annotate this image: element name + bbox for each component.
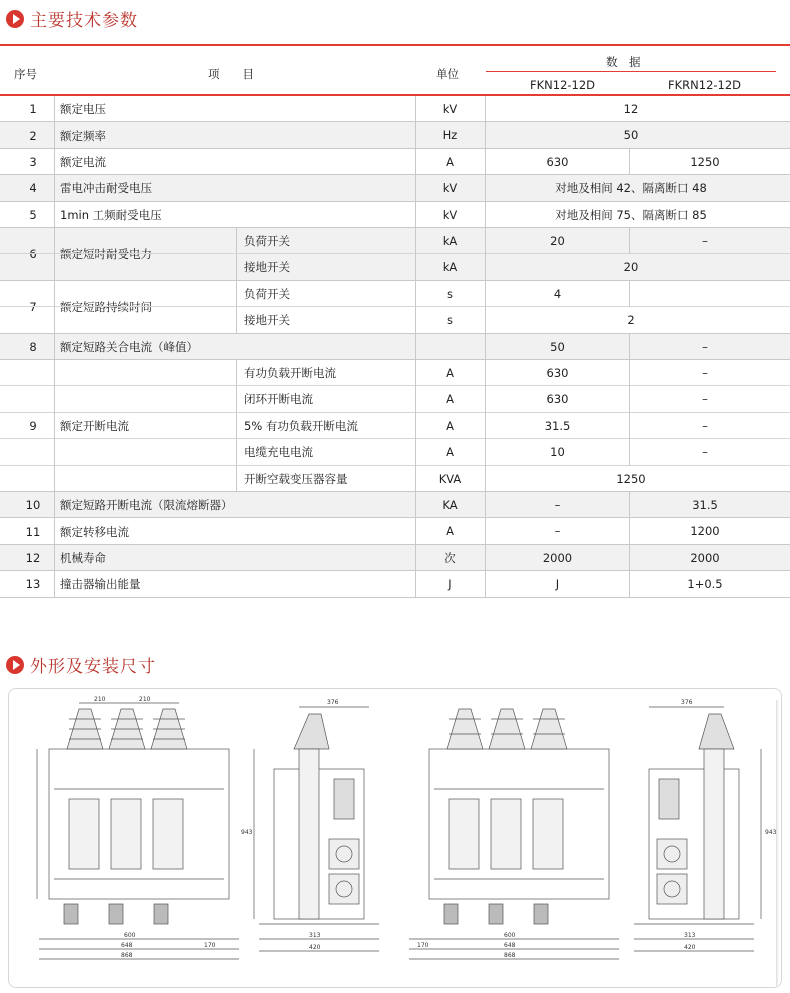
row-unit: KA xyxy=(442,498,458,512)
col-divider xyxy=(629,334,630,360)
value-fkn: J xyxy=(555,577,560,592)
sub-item: 接地开关 xyxy=(244,313,290,328)
sub-row xyxy=(0,228,790,254)
value-cell: 1250 xyxy=(616,471,646,486)
row-unit: kA xyxy=(442,234,458,248)
row-unit: kV xyxy=(442,207,458,222)
col-divider xyxy=(485,202,486,228)
col-divider xyxy=(415,149,416,175)
row-number: 4 xyxy=(29,181,37,196)
dim-label: 210 xyxy=(94,696,106,703)
sub-item: 负荷开关 xyxy=(244,234,290,248)
col-divider xyxy=(485,571,486,597)
table-row xyxy=(0,492,790,518)
dim-label: 943 xyxy=(765,829,777,836)
row-unit: A xyxy=(446,445,454,460)
row-item: 撞击器输出能量 xyxy=(60,577,141,592)
sub-item: 5% 有功负载开断电流 xyxy=(244,418,358,433)
col-divider xyxy=(415,492,416,518)
col-divider xyxy=(54,360,55,492)
row-number: 13 xyxy=(25,577,41,592)
row-item: 额定转移电流 xyxy=(60,524,129,539)
header-model2: FKRN12-12D xyxy=(668,78,742,92)
table-row xyxy=(0,518,790,544)
col-divider xyxy=(415,360,416,492)
col-divider xyxy=(629,281,630,307)
dim-label: 648 xyxy=(121,942,133,949)
table-row xyxy=(0,122,790,148)
col-divider xyxy=(54,175,55,201)
row-unit: kA xyxy=(442,260,458,275)
value-fkn: – xyxy=(554,524,561,539)
col-divider xyxy=(629,149,630,175)
sub-row xyxy=(0,254,790,280)
sub-row xyxy=(0,281,790,307)
col-divider xyxy=(485,334,486,360)
sub-row xyxy=(0,360,790,386)
side-view-2 xyxy=(634,707,761,951)
col-divider xyxy=(485,545,486,571)
col-divider xyxy=(629,439,630,465)
value-cell: 50 xyxy=(623,128,639,143)
side-view-1 xyxy=(254,707,379,951)
row-number: 1 xyxy=(29,102,37,117)
sub-item: 电缆充电电流 xyxy=(244,445,313,460)
row-number: 8 xyxy=(29,339,37,354)
col-divider xyxy=(54,571,55,597)
value-fkn: – xyxy=(554,498,561,512)
col-divider xyxy=(629,545,630,571)
col-divider xyxy=(629,386,630,412)
row-item: 1min 工频耐受电压 xyxy=(60,207,162,222)
header-data: 数 据 xyxy=(606,55,641,69)
dim-label: 170 xyxy=(204,942,216,949)
col-divider xyxy=(54,202,55,228)
spec-table xyxy=(0,55,790,96)
col-divider xyxy=(485,228,486,281)
header-unit: 单位 xyxy=(436,67,459,81)
col-divider xyxy=(54,281,55,334)
insulators xyxy=(67,709,187,749)
sub-row xyxy=(0,307,790,333)
dim-label: 420 xyxy=(684,944,696,951)
sub-item: 闭环开断电流 xyxy=(244,392,313,407)
sub-item: 负荷开关 xyxy=(244,286,290,301)
row-unit: Hz xyxy=(442,128,458,143)
row-unit: A xyxy=(446,524,454,539)
col-divider xyxy=(415,545,416,571)
dim-label: 170 xyxy=(417,942,429,949)
col-divider xyxy=(485,518,486,544)
col-divider xyxy=(485,149,486,175)
value-fkrn: 31.5 xyxy=(692,498,718,512)
value-fkrn: – xyxy=(702,234,708,248)
title-underline xyxy=(0,44,790,46)
col-divider xyxy=(485,360,486,492)
value-cell: 对地及相间 75、隔离断口 85 xyxy=(555,207,707,222)
sub-item: 接地开关 xyxy=(244,260,290,275)
value-fkrn: 1200 xyxy=(690,524,720,539)
table-row xyxy=(0,360,790,492)
value-fkrn: – xyxy=(702,366,708,380)
row-unit: A xyxy=(446,154,454,169)
value-fkrn: 1250 xyxy=(690,154,720,169)
value-fkrn: – xyxy=(702,418,708,433)
row-item: 额定电流 xyxy=(60,154,106,169)
col-divider xyxy=(629,492,630,518)
sub-item: 开断空载变压器容量 xyxy=(244,471,348,486)
value-cell: 2 xyxy=(627,313,635,328)
value-fkn: 31.5 xyxy=(544,418,571,433)
row-unit xyxy=(416,334,484,360)
col-divider xyxy=(629,228,630,254)
table-row xyxy=(0,175,790,201)
col-divider xyxy=(54,149,55,175)
row-item: 额定短路开断电流（限流熔断器） xyxy=(60,498,233,513)
drawings-svg xyxy=(9,689,783,989)
row-number: 10 xyxy=(25,498,41,513)
header-model1: FKN12-12D xyxy=(530,78,596,92)
row-item: 额定频率 xyxy=(60,128,106,143)
row-item: 机械寿命 xyxy=(60,550,106,565)
sub-item: 有功负载开断电流 xyxy=(244,366,336,380)
value-fkn: 630 xyxy=(546,366,569,380)
col-divider xyxy=(54,492,55,518)
col-divider xyxy=(415,96,416,122)
col-divider xyxy=(415,202,416,228)
dimension-drawings xyxy=(8,688,782,988)
sub-row xyxy=(0,439,790,465)
col-divider xyxy=(485,281,486,334)
col-divider xyxy=(485,96,486,122)
section-title-text: 外形及安装尺寸 xyxy=(30,657,156,677)
value-fkn: 630 xyxy=(546,154,569,169)
header-item: 项 目 xyxy=(208,67,254,81)
dim-label: 376 xyxy=(327,699,339,706)
sub-row xyxy=(0,413,790,439)
col-divider xyxy=(54,334,55,360)
table-row xyxy=(0,149,790,175)
col-divider xyxy=(54,545,55,571)
row-number: 6 xyxy=(29,247,37,262)
dim-label: 210 xyxy=(139,696,151,703)
sub-row xyxy=(0,466,790,492)
value-fkrn: – xyxy=(702,392,708,407)
col-divider xyxy=(415,281,416,334)
col-divider xyxy=(415,228,416,281)
dim-label: 376 xyxy=(681,699,693,706)
sub-row xyxy=(0,386,790,412)
row-number: 7 xyxy=(29,300,37,315)
table-row xyxy=(0,228,790,281)
row-number: 5 xyxy=(29,207,37,222)
value-fkn: 2000 xyxy=(542,550,573,565)
col-divider xyxy=(629,571,630,597)
dim-label: 868 xyxy=(504,952,516,959)
value-fkn: 10 xyxy=(550,445,565,460)
front-view-2 xyxy=(409,709,619,959)
table-row xyxy=(0,202,790,228)
row-item: 额定短时耐受电力 xyxy=(60,247,152,262)
row-unit: kV xyxy=(442,181,458,196)
row-unit: s xyxy=(447,313,453,328)
value-cell: 对地及相间 42、隔离断口 48 xyxy=(555,181,707,196)
dim-label: 943 xyxy=(241,829,253,836)
row-item: 额定电压 xyxy=(60,102,106,117)
section-title-text: 主要技术参数 xyxy=(30,11,138,31)
row-item: 额定开断电流 xyxy=(60,419,129,433)
col-divider xyxy=(629,360,630,386)
row-unit: s xyxy=(447,286,453,301)
card-shadow xyxy=(776,700,779,986)
row-number: 3 xyxy=(29,154,37,169)
col-divider xyxy=(629,518,630,544)
col-divider xyxy=(485,175,486,201)
table-row xyxy=(0,96,790,122)
value-fkrn: – xyxy=(702,339,708,354)
dim-label: 868 xyxy=(121,952,133,959)
dim-label: 420 xyxy=(309,944,321,951)
col-divider xyxy=(54,518,55,544)
front-view-1 xyxy=(37,703,239,959)
play-icon xyxy=(6,10,24,28)
table-row xyxy=(0,545,790,571)
row-number: 12 xyxy=(25,550,41,565)
col-divider xyxy=(485,122,486,148)
section-title-specs xyxy=(6,6,138,31)
value-fkn: 630 xyxy=(546,392,569,407)
row-unit: A xyxy=(446,392,454,407)
header-data-divider xyxy=(486,71,776,72)
value-fkn: 20 xyxy=(550,234,565,248)
dim-label: 648 xyxy=(504,942,516,949)
dim-label: 313 xyxy=(684,932,696,939)
col-divider xyxy=(415,518,416,544)
row-number: 11 xyxy=(25,524,41,539)
header-no: 序号 xyxy=(14,67,37,81)
value-fkrn: – xyxy=(702,445,708,460)
row-unit: 次 xyxy=(444,550,456,565)
dim-label: 600 xyxy=(504,932,516,939)
row-unit: J xyxy=(448,577,452,592)
row-unit: kV xyxy=(442,102,458,116)
col-divider xyxy=(54,96,55,122)
section-title-dimensions xyxy=(6,652,156,677)
table-header xyxy=(0,55,790,96)
col-divider xyxy=(54,122,55,148)
table-row xyxy=(0,281,790,334)
value-cell: 20 xyxy=(623,260,639,275)
value-fkn: 50 xyxy=(550,339,565,354)
row-number: 9 xyxy=(29,419,37,433)
play-icon xyxy=(6,656,24,674)
row-item: 额定短路关合电流（峰值） xyxy=(60,339,198,354)
col-divider xyxy=(415,571,416,597)
col-divider xyxy=(415,122,416,148)
value-fkrn: 1+0.5 xyxy=(687,577,723,592)
col-divider xyxy=(415,334,416,360)
row-item: 额定短路持续时间 xyxy=(60,300,152,315)
table-row xyxy=(0,334,790,360)
dim-label: 600 xyxy=(124,932,136,939)
value-fkn: 4 xyxy=(553,286,562,301)
row-number: 2 xyxy=(29,128,37,143)
row-item: 雷电冲击耐受电压 xyxy=(60,181,152,196)
value-cell: 12 xyxy=(623,102,639,116)
row-unit: A xyxy=(446,366,454,380)
row-unit: KVA xyxy=(438,471,462,486)
dim-label: 313 xyxy=(309,932,321,939)
col-divider xyxy=(485,492,486,518)
row-unit: A xyxy=(446,418,454,433)
value-fkrn xyxy=(630,281,780,307)
col-divider xyxy=(54,228,55,281)
value-fkrn: 2000 xyxy=(690,550,720,565)
col-divider xyxy=(629,413,630,439)
col-divider xyxy=(415,175,416,201)
table-row xyxy=(0,571,790,597)
